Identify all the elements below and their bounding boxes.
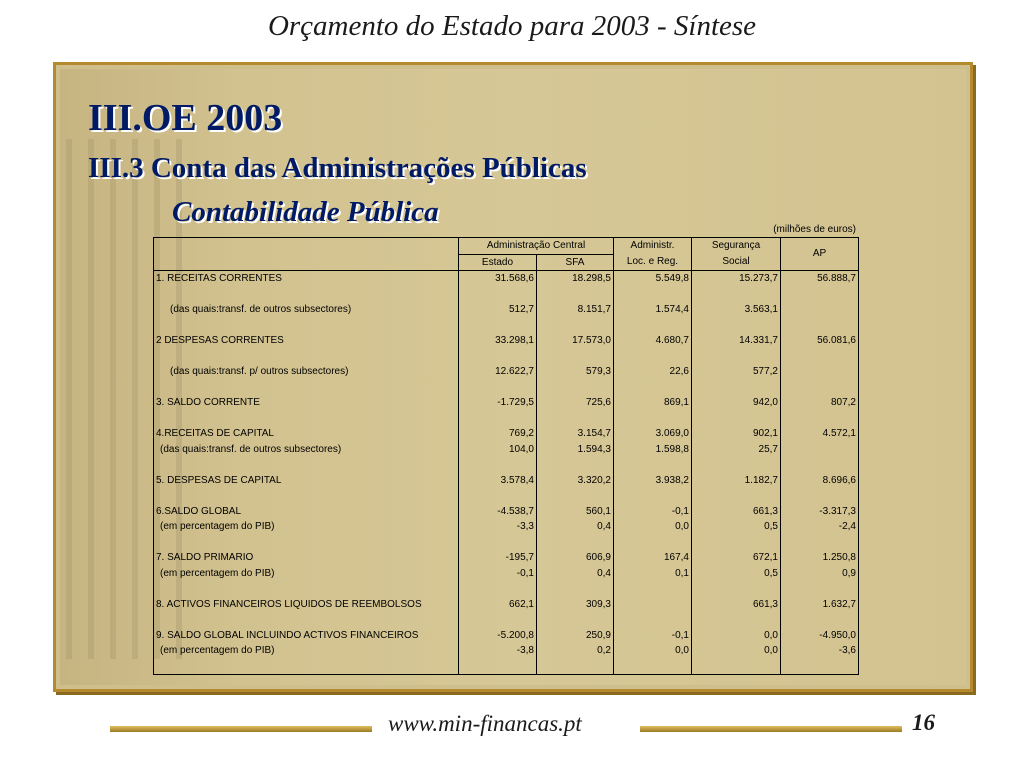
row-value: [459, 318, 537, 334]
row-value: 167,4: [614, 550, 692, 566]
row-value: [781, 302, 859, 318]
row-value: -3,3: [459, 519, 537, 535]
row-value: 661,3: [692, 597, 781, 613]
row-value: [614, 380, 692, 396]
row-value: [781, 581, 859, 597]
row-value: 3.069,0: [614, 426, 692, 442]
header-social-security: Segurança: [692, 238, 781, 255]
table-row: [154, 318, 859, 334]
row-value: [459, 535, 537, 551]
header-blank: [154, 238, 459, 255]
table-row: [154, 271, 859, 287]
row-value: [537, 457, 614, 473]
row-value: [459, 488, 537, 504]
row-value: [781, 659, 859, 675]
row-value: 1.574,4: [614, 302, 692, 318]
row-label: (em percentagem do PIB): [160, 521, 275, 532]
row-value: 22,6: [614, 364, 692, 380]
row-value: [614, 349, 692, 365]
row-value: 15.273,7: [692, 271, 781, 287]
row-value: [537, 659, 614, 675]
row-value: 25,7: [692, 442, 781, 458]
row-value: [459, 349, 537, 365]
subsection-heading: III.3 Conta das Administrações Públicas: [88, 152, 587, 184]
row-value: [692, 457, 781, 473]
header-blank-2: [154, 254, 459, 271]
row-value: -4.950,0: [781, 628, 859, 644]
table-row: [154, 535, 859, 551]
row-value: [614, 287, 692, 303]
row-value: 0,0: [692, 628, 781, 644]
row-value: -0,1: [614, 628, 692, 644]
row-label: [154, 287, 459, 303]
footer-url: www.min-financas.pt: [388, 711, 582, 736]
row-label: [154, 488, 459, 504]
section-heading: III.OE 2003: [88, 97, 283, 139]
row-value: 0,5: [692, 519, 781, 535]
row-value: [692, 659, 781, 675]
row-value: [781, 364, 859, 380]
row-label: [154, 457, 459, 473]
row-value: [459, 581, 537, 597]
slide-title: Orçamento do Estado para 2003 - Síntese: [267, 10, 757, 42]
row-value: 3.154,7: [537, 426, 614, 442]
row-value: 0,4: [537, 566, 614, 582]
row-label: (em percentagem do PIB): [160, 645, 275, 656]
row-value: 4.572,1: [781, 426, 859, 442]
table-row: [154, 566, 859, 582]
row-value: [692, 349, 781, 365]
row-value: -3,8: [459, 643, 537, 659]
table-row: [154, 349, 859, 365]
row-value: [459, 287, 537, 303]
row-label: 6.SALDO GLOBAL: [156, 505, 242, 517]
table-row: [154, 333, 859, 349]
row-label: [154, 318, 459, 334]
row-label: (das quais:transf. p/ outros subsectores): [170, 366, 349, 377]
row-value: [459, 612, 537, 628]
row-value: [614, 581, 692, 597]
row-value: 56.888,7: [781, 271, 859, 287]
row-value: [781, 349, 859, 365]
row-value: 942,0: [692, 395, 781, 411]
header-social: Social: [692, 254, 781, 271]
units-note: (milhões de euros): [773, 224, 856, 235]
row-value: 579,3: [537, 364, 614, 380]
row-value: 1.250,8: [781, 550, 859, 566]
public-accounts-table: [153, 237, 859, 675]
row-value: 1.594,3: [537, 442, 614, 458]
header-central-admin: Administração Central: [459, 238, 614, 255]
row-label: [154, 612, 459, 628]
row-value: 0,1: [614, 566, 692, 582]
table-row: [154, 442, 859, 458]
row-value: 1.182,7: [692, 473, 781, 489]
table-row: [154, 581, 859, 597]
table-row: [154, 628, 859, 644]
row-value: 3.578,4: [459, 473, 537, 489]
header-loc-reg: Loc. e Reg.: [614, 254, 692, 271]
row-value: 512,7: [459, 302, 537, 318]
row-value: -5.200,8: [459, 628, 537, 644]
row-value: 0,2: [537, 643, 614, 659]
row-value: [614, 318, 692, 334]
table-row: [154, 364, 859, 380]
row-label: 9. SALDO GLOBAL INCLUINDO ACTIVOS FINANCEIROS: [156, 629, 419, 641]
row-value: 3.938,2: [614, 473, 692, 489]
row-value: 8.696,6: [781, 473, 859, 489]
row-value: 18.298,5: [537, 271, 614, 287]
table-row: [154, 597, 859, 613]
row-label: [154, 535, 459, 551]
row-value: [614, 411, 692, 427]
row-value: [781, 457, 859, 473]
row-value: [781, 318, 859, 334]
row-value: -2,4: [781, 519, 859, 535]
row-value: [614, 612, 692, 628]
row-value: 560,1: [537, 504, 614, 520]
row-value: [614, 597, 692, 613]
row-value: 5.549,8: [614, 271, 692, 287]
row-label: [154, 380, 459, 396]
table-row: [154, 395, 859, 411]
table-row: [154, 473, 859, 489]
table-row: [154, 519, 859, 535]
row-value: [781, 380, 859, 396]
row-value: [459, 380, 537, 396]
row-value: [692, 535, 781, 551]
footer-rule-left: [110, 726, 372, 732]
row-value: 0,0: [692, 643, 781, 659]
row-value: 725,6: [537, 395, 614, 411]
row-label: 1. RECEITAS CORRENTES: [156, 273, 282, 284]
row-value: -4.538,7: [459, 504, 537, 520]
table-row: [154, 426, 859, 442]
row-value: [537, 535, 614, 551]
row-label: 4.RECEITAS DE CAPITAL: [156, 428, 274, 439]
row-label: (em percentagem do PIB): [160, 567, 275, 579]
row-value: 1.632,7: [781, 597, 859, 613]
row-value: 0,0: [614, 643, 692, 659]
row-label: (das quais:transf. de outros subsectores): [160, 443, 342, 455]
row-value: 606,9: [537, 550, 614, 566]
header-estado: Estado: [459, 254, 537, 271]
row-value: [459, 659, 537, 675]
row-value: 17.573,0: [537, 333, 614, 349]
table-row: [154, 504, 859, 520]
row-value: [781, 442, 859, 458]
table-row: [154, 287, 859, 303]
row-value: 0,4: [537, 519, 614, 535]
row-value: [537, 488, 614, 504]
row-value: 662,1: [459, 597, 537, 613]
table-row: [154, 612, 859, 628]
row-value: 661,3: [692, 504, 781, 520]
table-header-row-1: [154, 238, 859, 255]
row-value: [692, 380, 781, 396]
row-value: [537, 411, 614, 427]
table-header-row-2: [154, 254, 859, 271]
row-value: [537, 318, 614, 334]
row-value: 8.151,7: [537, 302, 614, 318]
row-value: 869,1: [614, 395, 692, 411]
row-value: 12.622,7: [459, 364, 537, 380]
row-value: [781, 287, 859, 303]
row-value: 1.598,8: [614, 442, 692, 458]
row-label: 3. SALDO CORRENTE: [156, 397, 260, 408]
row-value: -1.729,5: [459, 395, 537, 411]
row-value: 902,1: [692, 426, 781, 442]
row-value: [537, 581, 614, 597]
row-value: 807,2: [781, 395, 859, 411]
row-value: 3.563,1: [692, 302, 781, 318]
header-local-admin: Administr.: [614, 238, 692, 255]
row-value: -3,6: [781, 643, 859, 659]
row-value: [614, 488, 692, 504]
page-number: 16: [912, 710, 935, 735]
row-value: [459, 411, 537, 427]
table-row: [154, 380, 859, 396]
header-ap: AP: [781, 238, 859, 271]
row-value: [692, 488, 781, 504]
header-sfa: SFA: [537, 254, 614, 271]
table-row: [154, 411, 859, 427]
row-value: 577,2: [692, 364, 781, 380]
row-value: 250,9: [537, 628, 614, 644]
row-value: [614, 659, 692, 675]
table-body: [154, 271, 859, 675]
row-value: [537, 612, 614, 628]
row-label: 7. SALDO PRIMARIO: [156, 552, 254, 563]
table-row: [154, 659, 859, 675]
row-value: [692, 411, 781, 427]
row-value: 4.680,7: [614, 333, 692, 349]
table-row: [154, 488, 859, 504]
row-value: 672,1: [692, 550, 781, 566]
table-row: [154, 643, 859, 659]
table-row: [154, 550, 859, 566]
row-value: [781, 488, 859, 504]
table-row: [154, 302, 859, 318]
row-value: 104,0: [459, 442, 537, 458]
row-value: -0,1: [614, 504, 692, 520]
row-value: [537, 380, 614, 396]
row-value: -0,1: [459, 566, 537, 582]
row-label: 5. DESPESAS DE CAPITAL: [156, 474, 282, 486]
row-value: 31.568,6: [459, 271, 537, 287]
row-value: [781, 612, 859, 628]
row-value: [781, 411, 859, 427]
row-value: [692, 287, 781, 303]
row-value: 33.298,1: [459, 333, 537, 349]
row-label: [154, 349, 459, 365]
row-value: [781, 535, 859, 551]
row-label: 2 DESPESAS CORRENTES: [156, 335, 284, 346]
row-value: [692, 318, 781, 334]
row-value: [614, 535, 692, 551]
row-label: (das quais:transf. de outros subsectores): [170, 304, 352, 315]
row-label: 8. ACTIVOS FINANCEIROS LIQUIDOS DE REEMBOLSOS: [156, 598, 422, 610]
row-value: [692, 612, 781, 628]
row-value: [614, 457, 692, 473]
row-value: 0,9: [781, 566, 859, 582]
accounting-heading: Contabilidade Pública: [172, 196, 439, 228]
row-value: -3.317,3: [781, 504, 859, 520]
row-value: 14.331,7: [692, 333, 781, 349]
row-value: 3.320,2: [537, 473, 614, 489]
row-value: 769,2: [459, 426, 537, 442]
row-value: 0,5: [692, 566, 781, 582]
row-value: [692, 581, 781, 597]
table-row: [154, 457, 859, 473]
footer-rule-right: [640, 726, 902, 732]
row-label: [154, 659, 459, 675]
row-label: [154, 411, 459, 427]
row-value: 56.081,6: [781, 333, 859, 349]
row-value: -195,7: [459, 550, 537, 566]
row-value: 0,0: [614, 519, 692, 535]
row-value: [537, 287, 614, 303]
row-value: [459, 457, 537, 473]
row-label: [154, 581, 459, 597]
row-value: 309,3: [537, 597, 614, 613]
row-value: [537, 349, 614, 365]
